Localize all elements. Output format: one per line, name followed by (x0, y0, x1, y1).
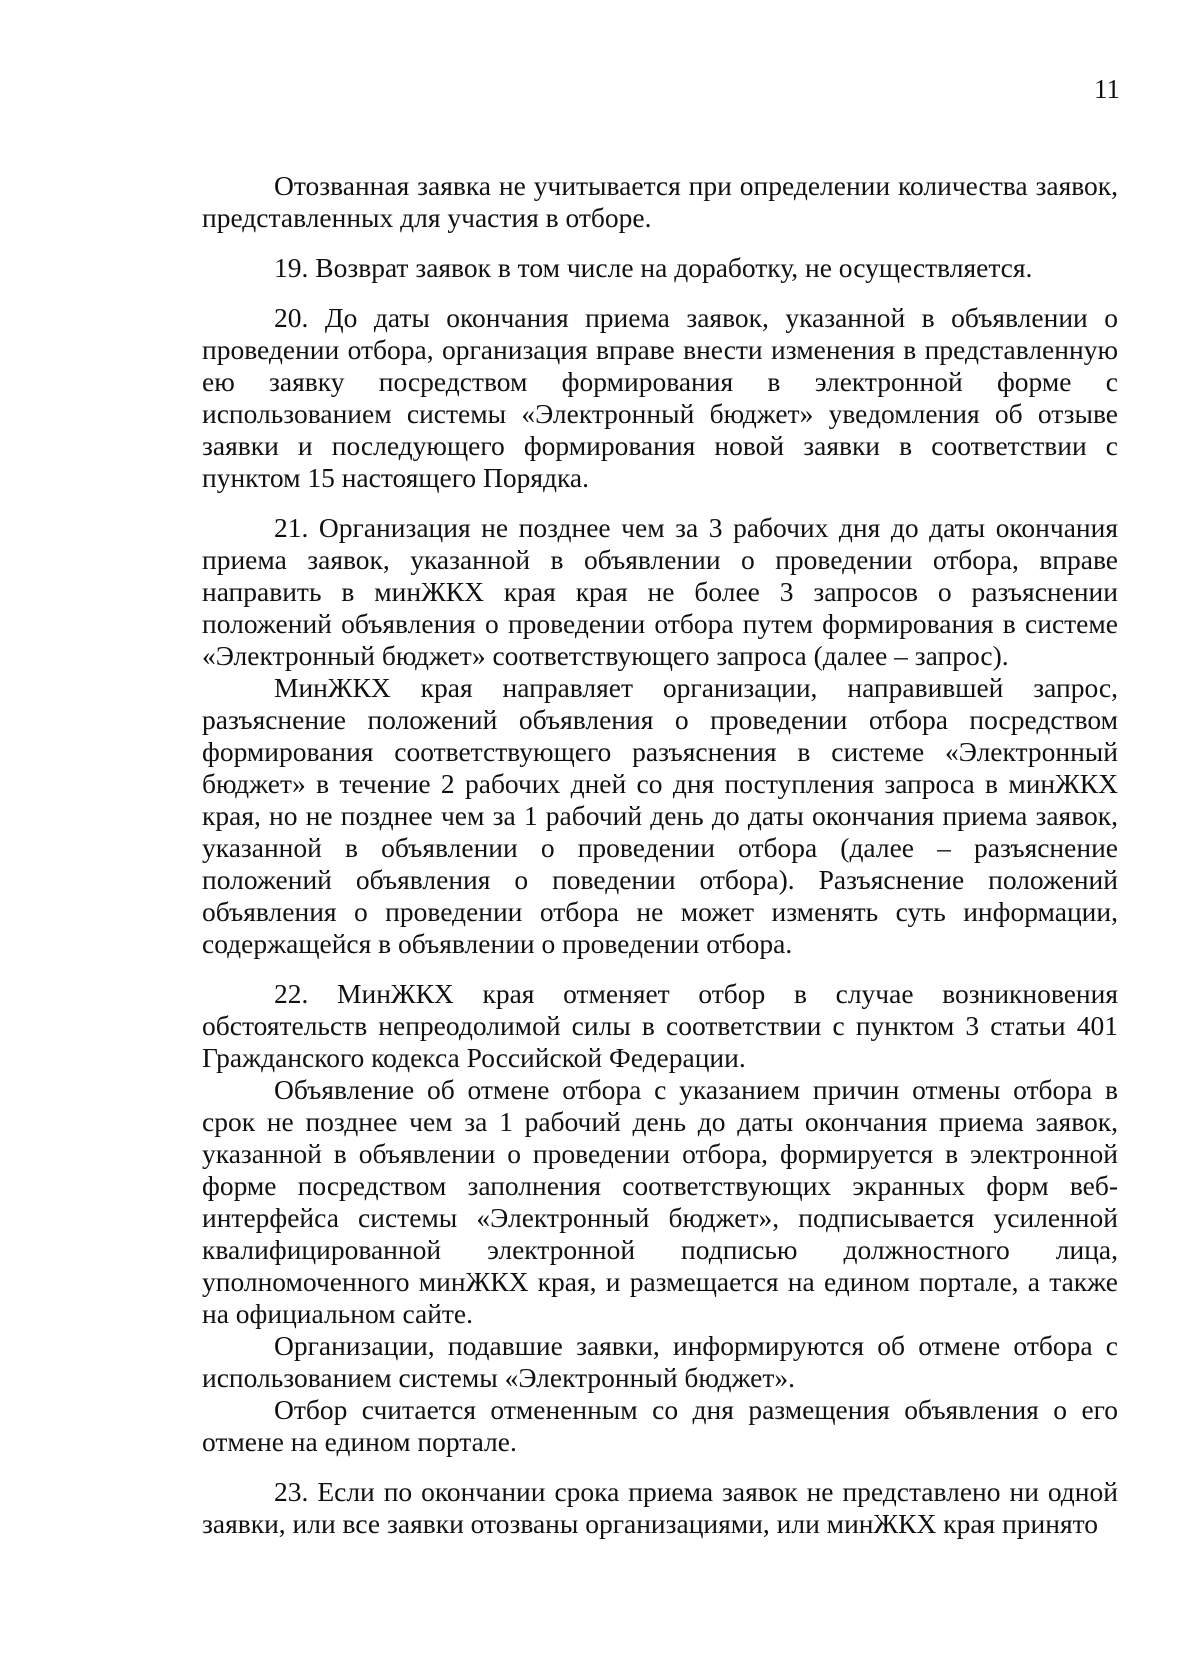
paragraph-item-19: 19. Возврат заявок в том числе на доработку, не осуществляется. (274, 252, 1033, 283)
document-body (202, 170, 1118, 1540)
paragraph-item-22: 22. МинЖКХ края отменяет отбор в случае возникновения обстоятельств непреодолимой силы в соответствии с пунктом 3 статьи 401 Гражданского кодекса Российской Федерации. (202, 978, 1118, 1073)
paragraph-item-20: 20. До даты окончания приема заявок, указанной в объявлении о проведении отбора, организация вправе внести изменения в представленную ею заявку посредством формирования в электронной форме с использованием системы «Электронный бюджет» уведомления об отзыве заявки и последующего формирования новой заявки в соответствии с пунктом 15 настоящего Порядка. (202, 302, 1118, 493)
page-number: 11 (1094, 74, 1120, 104)
paragraph-item-21-clarification: МинЖКХ края направляет организации, направившей запрос, разъяснение положений объявления о проведении отбора посредством формирования соответствующего разъяснения в системе «Электронный бюджет» в течение 2 рабочих дней со дня поступления запроса в минЖКХ края, но не позднее чем за 1 рабочий день до даты окончания приема заявок, указанной в объявлении о проведении отбора (далее – разъяснение положений объявления о поведении отбора). Разъяснение положений объявления о проведении отбора не может изменять суть информации, содержащейся в объявлении о проведении отбора. (202, 672, 1118, 959)
paragraph-item-22-notification: Организации, подавшие заявки, информируются об отмене отбора с использованием системы «Электронный бюджет». (202, 1330, 1118, 1393)
paragraph-item-22-cancellation-notice: Объявление об отмене отбора с указанием причин отмены отбора в срок не позднее чем за 1 рабочий день до даты окончания приема заявок, указанной в объявлении о проведении отбора, формируется в электронной форме посредством заполнения соответствующих экранных форм веб-интерфейса системы «Электронный бюджет», подписывается усиленной квалифицированной электронной подписью должностного лица, уполномоченного минЖКХ края, и размещается на едином портале, а также на официальном сайте. (202, 1074, 1118, 1329)
paragraph-item-23: 23. Если по окончании срока приема заявок не представлено ни одной заявки, или все заявки отозваны организациями, или минЖКХ края принято (202, 1476, 1118, 1539)
paragraph-item-21: 21. Организация не позднее чем за 3 рабочих дня до даты окончания приема заявок, указанной в объявлении о проведении отбора, вправе направить в минЖКХ края края не более 3 запросов о разъяснении положений объявления о проведении отбора путем формирования в системе «Электронный бюджет» соответствующего запроса (далее – запрос). (202, 512, 1118, 671)
paragraph-withdrawn-application: Отозванная заявка не учитывается при определении количества заявок, представленных для участия в отборе. (202, 170, 1118, 233)
paragraph-item-22-cancelled: Отбор считается отмененным со дня размещения объявления о его отмене на едином портале. (202, 1394, 1118, 1457)
